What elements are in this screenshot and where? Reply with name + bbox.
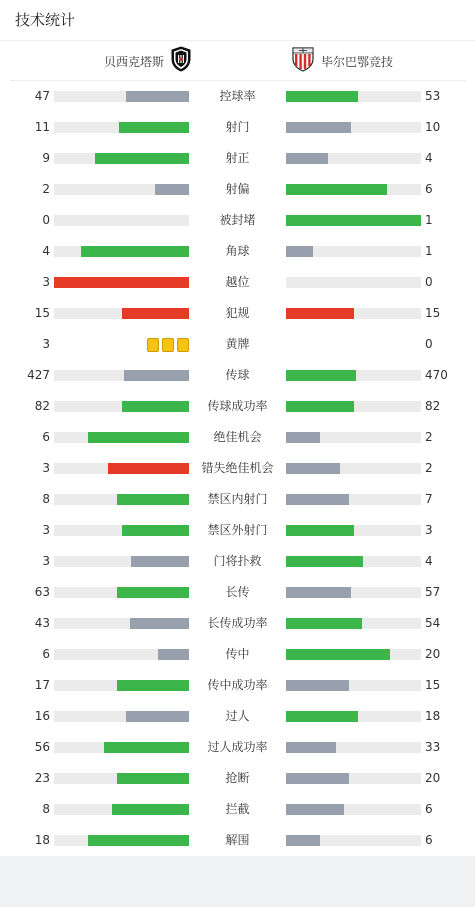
away-stat-bar-fill [286, 122, 351, 133]
away-stat-value: 7 [425, 492, 433, 506]
home-stat-bar-fill [119, 122, 189, 133]
stat-row [0, 205, 475, 236]
stat-label: 错失绝佳机会 [201, 461, 274, 475]
stat-label: 过人 [225, 709, 250, 723]
home-stat-bar-fill [126, 711, 189, 722]
away-stat-bar [286, 153, 421, 164]
home-stat-bar [54, 370, 189, 381]
stat-label: 传中成功率 [207, 678, 268, 692]
away-stat-value: 6 [425, 833, 433, 847]
besiktas-crest-icon [170, 46, 192, 76]
stat-row [0, 484, 475, 515]
stat-label: 犯规 [225, 306, 250, 320]
away-stat-value: 54 [425, 616, 441, 630]
away-stat-bar-fill [286, 308, 354, 319]
stat-row [0, 112, 475, 143]
away-stat-bar [286, 122, 421, 133]
away-stat-value: 1 [425, 213, 433, 227]
stat-label: 拦截 [225, 802, 250, 816]
home-stat-bar [54, 556, 189, 567]
away-stat-value: 33 [425, 740, 441, 754]
home-stat-bar-fill [117, 494, 189, 505]
away-stat-bar [286, 835, 421, 846]
stat-label: 射门 [225, 120, 250, 134]
away-stat-bar [286, 649, 421, 660]
home-stat-bar-fill [117, 680, 189, 691]
home-stat-bar [54, 277, 189, 288]
home-stat-value: 2 [42, 182, 50, 196]
home-stat-bar-fill [131, 556, 189, 567]
home-stat-value: 82 [34, 399, 50, 413]
away-stat-bar [286, 184, 421, 195]
home-stat-bar [54, 215, 189, 226]
home-stat-bar-fill [126, 91, 189, 102]
away-team[interactable] [291, 41, 393, 81]
yellow-card-icon [162, 338, 174, 352]
home-stat-value: 6 [42, 430, 50, 444]
away-stat-bar [286, 401, 421, 412]
home-stat-value: 43 [34, 616, 50, 630]
away-stat-bar-fill [286, 432, 320, 443]
away-stat-bar-fill [286, 711, 358, 722]
away-stat-bar [286, 556, 421, 567]
teams-header [10, 41, 466, 81]
away-stat-bar [286, 246, 421, 257]
away-stat-bar [286, 618, 421, 629]
home-stat-bar [54, 122, 189, 133]
stat-label: 禁区内射门 [207, 492, 268, 506]
away-stat-value: 470 [425, 368, 448, 382]
home-stat-bar [54, 649, 189, 660]
home-stat-value: 47 [34, 89, 50, 103]
home-stat-value: 3 [42, 337, 50, 351]
away-stat-bar [286, 494, 421, 505]
home-stat-bar [54, 618, 189, 629]
home-stat-bar-fill [81, 246, 189, 257]
stat-label: 传中 [225, 647, 250, 661]
away-stat-bar-fill [286, 401, 354, 412]
away-stat-value: 2 [425, 430, 433, 444]
away-stat-bar-fill [286, 91, 358, 102]
home-stat-bar-fill [124, 370, 189, 381]
home-stat-bar-fill [104, 742, 189, 753]
away-stat-value: 0 [425, 275, 433, 289]
away-stat-value: 15 [425, 678, 441, 692]
home-stat-bar-fill [117, 773, 189, 784]
stat-label: 过人成功率 [207, 740, 268, 754]
home-stat-value: 3 [42, 461, 50, 475]
home-stat-bar [54, 308, 189, 319]
away-stat-bar-fill [286, 525, 354, 536]
stat-label: 被封堵 [219, 213, 256, 227]
stat-row [0, 825, 475, 856]
home-stat-bar [54, 804, 189, 815]
home-stat-bar-fill [122, 401, 190, 412]
stat-label: 门将扑救 [213, 554, 262, 568]
away-stat-value: 18 [425, 709, 441, 723]
home-stat-value: 0 [42, 213, 50, 227]
stat-label: 绝佳机会 [213, 430, 262, 444]
stat-row [0, 298, 475, 329]
home-stat-bar [54, 680, 189, 691]
away-stat-value: 0 [425, 337, 433, 351]
stat-label: 长传成功率 [207, 616, 268, 630]
away-stat-value: 1 [425, 244, 433, 258]
home-stat-bar [54, 773, 189, 784]
home-stat-value: 11 [34, 120, 50, 134]
stat-row [0, 143, 475, 174]
away-stat-value: 20 [425, 647, 441, 661]
away-stat-bar [286, 91, 421, 102]
away-stat-value: 15 [425, 306, 441, 320]
away-stat-bar [286, 432, 421, 443]
home-stat-bar-fill [158, 649, 189, 660]
away-stat-bar [286, 370, 421, 381]
away-stat-value: 82 [425, 399, 441, 413]
away-stat-bar-fill [286, 370, 356, 381]
stat-row [0, 732, 475, 763]
stat-row [0, 546, 475, 577]
stat-label: 控球率 [219, 89, 256, 103]
home-team-name: 贝西克塔斯 [103, 54, 164, 69]
home-stat-value: 3 [42, 554, 50, 568]
home-stat-bar [54, 742, 189, 753]
home-stat-value: 427 [27, 368, 50, 382]
home-stat-bar [54, 525, 189, 536]
stat-label: 黄牌 [225, 337, 250, 351]
away-stat-bar [286, 587, 421, 598]
athletic-bilbao-crest-icon [291, 46, 315, 76]
home-stat-bar [54, 835, 189, 846]
away-stat-value: 2 [425, 461, 433, 475]
away-stat-bar-fill [286, 835, 320, 846]
home-stat-value: 3 [42, 523, 50, 537]
home-stat-bar [54, 401, 189, 412]
stat-row [0, 329, 475, 360]
home-stat-value: 17 [34, 678, 50, 692]
away-stat-bar-fill [286, 742, 336, 753]
stat-label: 射偏 [225, 182, 250, 196]
home-stat-bar [54, 587, 189, 598]
away-stat-bar-fill [286, 494, 349, 505]
away-team-name: 毕尔巴鄂竞技 [321, 54, 394, 69]
away-stat-value: 20 [425, 771, 441, 785]
stat-label: 角球 [225, 244, 250, 258]
home-stat-bar [54, 432, 189, 443]
stat-row [0, 763, 475, 794]
stat-row [0, 608, 475, 639]
home-stat-bar-fill [88, 432, 189, 443]
away-stat-bar-fill [286, 680, 349, 691]
home-stat-bar-fill [108, 463, 189, 474]
away-stat-bar [286, 773, 421, 784]
stat-row [0, 794, 475, 825]
away-stat-value: 3 [425, 523, 433, 537]
away-stat-bar-fill [286, 153, 328, 164]
away-stat-bar [286, 804, 421, 815]
home-stat-bar [54, 184, 189, 195]
home-stat-value: 63 [34, 585, 50, 599]
away-stat-bar-fill [286, 649, 390, 660]
stat-row [0, 577, 475, 608]
yellow-card-icon [147, 338, 159, 352]
stat-row [0, 422, 475, 453]
home-stat-value: 8 [42, 802, 50, 816]
away-stat-bar-fill [286, 246, 313, 257]
stat-row [0, 236, 475, 267]
away-stat-value: 53 [425, 89, 441, 103]
away-stat-bar [286, 711, 421, 722]
away-stat-bar-fill [286, 556, 363, 567]
home-stat-value: 6 [42, 647, 50, 661]
away-stat-bar [286, 277, 421, 288]
home-stat-bar-fill [112, 804, 189, 815]
home-stat-value: 56 [34, 740, 50, 754]
stat-label: 传球成功率 [207, 399, 268, 413]
stats-list [0, 81, 475, 856]
home-yellow-cards [147, 338, 189, 352]
stat-label: 抢断 [225, 771, 250, 785]
stat-label: 越位 [225, 275, 250, 289]
stat-row [0, 453, 475, 484]
stat-row [0, 81, 475, 112]
home-stat-bar [54, 463, 189, 474]
home-stat-bar-fill [122, 525, 190, 536]
stat-row [0, 701, 475, 732]
stat-label: 传球 [225, 368, 250, 382]
home-stat-value: 3 [42, 275, 50, 289]
home-stat-bar-fill [88, 835, 189, 846]
away-stat-bar-fill [286, 215, 421, 226]
home-stat-bar [54, 153, 189, 164]
home-stat-bar-fill [155, 184, 189, 195]
away-stat-bar [286, 680, 421, 691]
home-stat-value: 9 [42, 151, 50, 165]
away-stat-bar-fill [286, 587, 351, 598]
away-stat-bar-fill [286, 804, 344, 815]
stat-row [0, 267, 475, 298]
away-stat-bar [286, 463, 421, 474]
page-title: 技术统计 [15, 11, 76, 29]
away-stat-bar-fill [286, 463, 340, 474]
stat-row [0, 391, 475, 422]
home-stat-bar [54, 494, 189, 505]
home-stat-bar-fill [54, 277, 189, 288]
away-stat-bar-fill [286, 773, 349, 784]
stat-row [0, 670, 475, 701]
away-stat-value: 4 [425, 554, 433, 568]
away-stat-value: 10 [425, 120, 441, 134]
home-stat-bar [54, 91, 189, 102]
home-stat-bar [54, 711, 189, 722]
home-stat-bar-fill [95, 153, 190, 164]
yellow-card-icon [177, 338, 189, 352]
home-stat-value: 8 [42, 492, 50, 506]
home-stat-value: 15 [34, 306, 50, 320]
home-stat-bar-fill [117, 587, 189, 598]
away-stat-value: 57 [425, 585, 441, 599]
home-stat-value: 18 [34, 833, 50, 847]
stat-label: 长传 [225, 585, 250, 599]
away-stat-value: 6 [425, 802, 433, 816]
away-stat-bar [286, 215, 421, 226]
away-stat-bar-fill [286, 618, 362, 629]
stat-row [0, 515, 475, 546]
home-stat-value: 23 [34, 771, 50, 785]
home-stat-bar-fill [122, 308, 190, 319]
away-stat-bar-fill [286, 184, 387, 195]
home-team[interactable] [104, 41, 192, 81]
stat-label: 射正 [225, 151, 250, 165]
home-stat-bar-fill [130, 618, 189, 629]
stat-label: 解围 [225, 833, 250, 847]
home-stat-bar [54, 246, 189, 257]
stat-row [0, 174, 475, 205]
away-stat-value: 6 [425, 182, 433, 196]
stat-label: 禁区外射门 [207, 523, 268, 537]
stat-row [0, 639, 475, 670]
away-stat-value: 4 [425, 151, 433, 165]
home-stat-value: 4 [42, 244, 50, 258]
home-stat-value: 16 [34, 709, 50, 723]
stat-row [0, 360, 475, 391]
away-stat-bar [286, 742, 421, 753]
away-stat-bar [286, 308, 421, 319]
away-stat-bar [286, 525, 421, 536]
